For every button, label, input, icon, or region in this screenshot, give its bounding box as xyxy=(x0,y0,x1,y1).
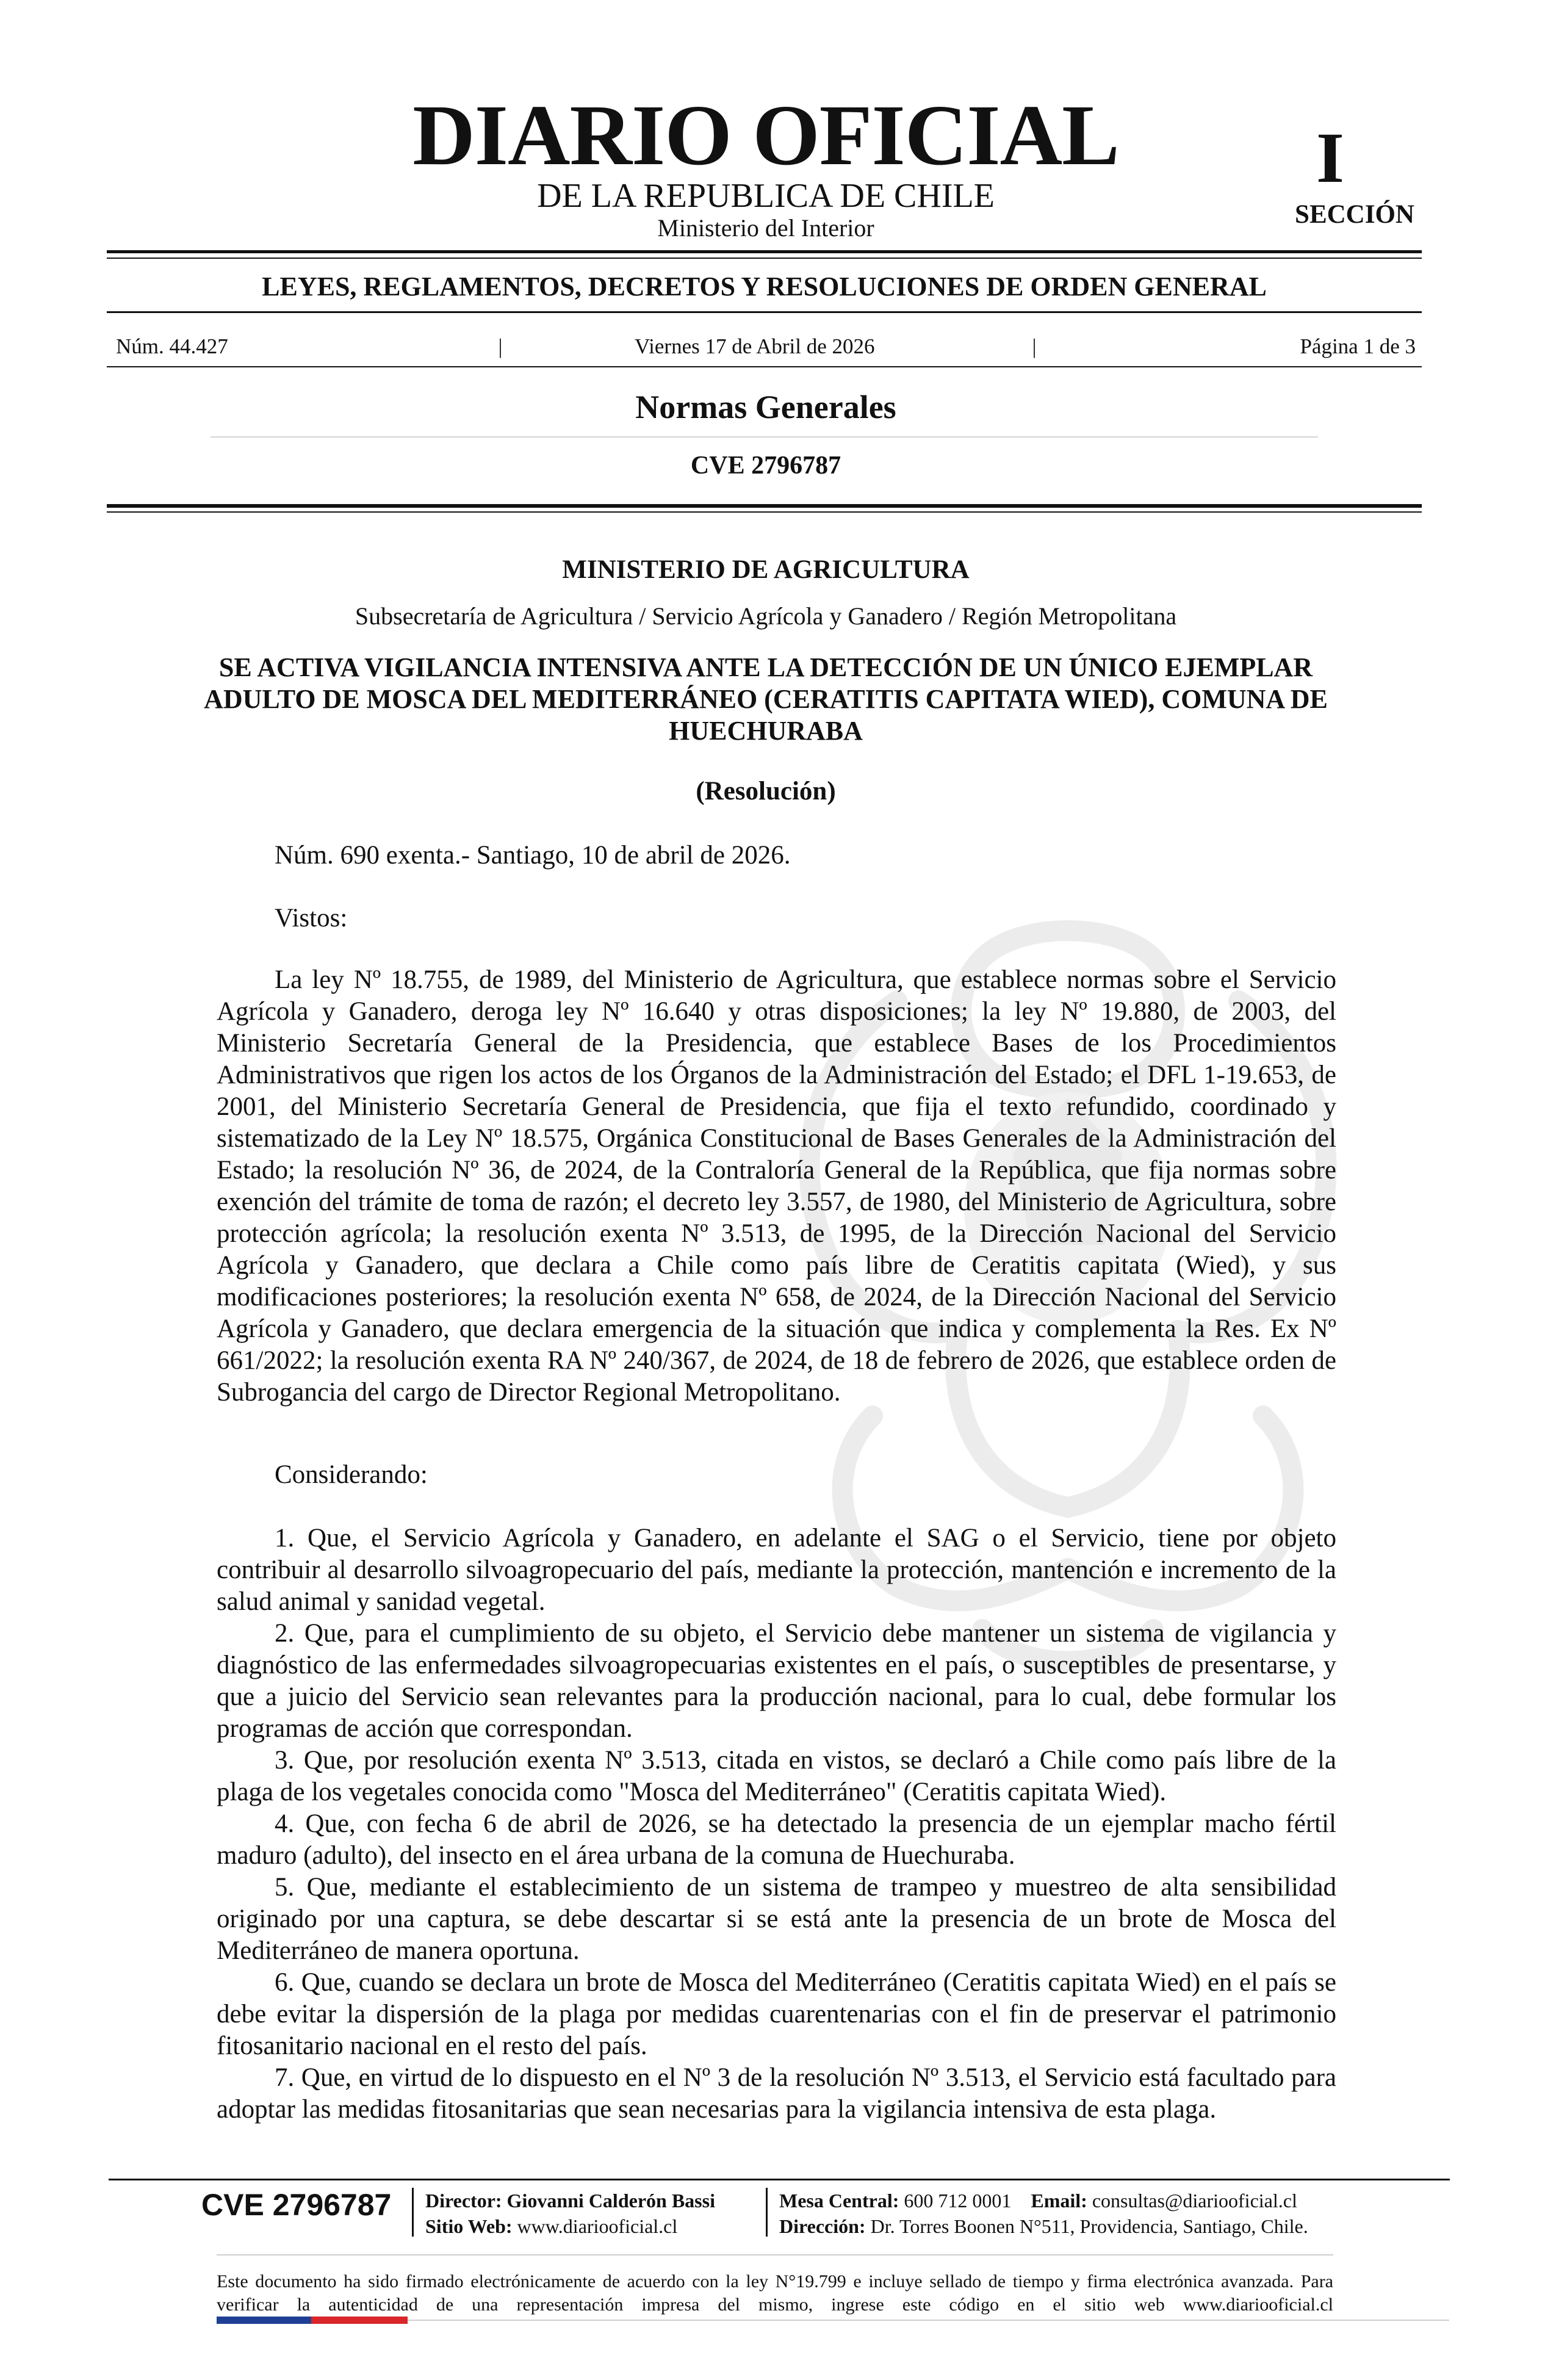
masthead-title: DIARIO OFICIAL xyxy=(412,87,1119,183)
vistos-heading: Vistos: xyxy=(275,904,348,932)
footer-cve-code: CVE 2796787 xyxy=(201,2188,392,2222)
header-rule-bottom xyxy=(107,504,1422,508)
considerando-item: 1. Que, el Servicio Agrícola y Ganadero, en adelante el SAG o el Servicio, tiene por objeto contribuir al desarrollo silvoagropecuario del país, mediante la protección, mantención e incremento de la salud animal y sanidad vegetal. xyxy=(217,1524,1336,1616)
email-link[interactable]: consultas@diariooficial.cl xyxy=(1092,2190,1297,2212)
considerando-item: 6. Que, cuando se declara un brote de Mosca del Mediterráneo (Ceratitis capitata Wied) en el país se debe evitar la dispersión de la plaga por medidas cuarentenarias con el fin de preservar el patrimonio fitosanitario nacional en el resto del país. xyxy=(217,1968,1336,2060)
considerando-item: 7. Que, en virtud de lo dispuesto en el Nº 3 de la resolución Nº 3.513, el Servicio está facultado para adoptar las medidas fitosanitarias que sean necesarias para la vigilancia intensiva de esta plaga. xyxy=(217,2063,1336,2124)
masthead-ministry: Ministerio del Interior xyxy=(657,214,874,242)
footer-divider xyxy=(766,2188,768,2237)
masthead-subtitle: DE LA REPUBLICA DE CHILE xyxy=(537,177,995,215)
cve-code: CVE 2796787 xyxy=(690,452,841,480)
vistos-paragraph: La ley Nº 18.755, de 1989, del Ministerio de Agricultura, que establece normas sobre el Servicio Agrícola y Ganadero, deroga ley Nº 16.640 y otras disposiciones; la ley Nº 19.880, de 2003, del Ministerio Secretaría General de la Presidencia, que establece Bases de los Procedimientos Administrativos que rigen los actos de los Órganos de la Administración del Estado; el DFL 1-19.653, de 2001, del Ministerio Secretaría General de Presidencia, que fija el texto refundido, coordinado y sistematizado de la Ley Nº 18.575, Orgánica Constitucional de Bases Generales de la Administración del Estado; la resolución Nº 36, de 2024, de la Contraloría General de la República, que fija normas sobre exención del trámite de toma de razón; el decreto ley 3.557, de 1980, del Ministerio de Agricultura, sobre protección agrícola; la resolución exenta Nº 3.513, de 1995, de la Dirección Nacional del Servicio Agrícola y Ganadero, que declara a Chile como país libre de Ceratitis capitata (Wied), y sus modificaciones posteriores; la resolución exenta Nº 658, de 2024, de la Dirección Nacional del Servicio Agrícola y Ganadero, que declara emergencia de la situación que indica y complementa la Res. Ex Nº 661/2022; la resolución exenta RA Nº 240/367, de 2024, de 18 de febrero de 2026, que establece orden de Subrogancia del cargo de Director Regional Metropolitano. xyxy=(217,965,1336,1407)
resolution-number-line: Núm. 690 exenta.- Santiago, 10 de abril de 2026. xyxy=(275,841,791,870)
banner-rule-bottom xyxy=(107,311,1422,313)
address-value: Dr. Torres Boonen N°511, Providencia, Santiago, Chile. xyxy=(870,2215,1308,2237)
meta-rule xyxy=(107,366,1422,367)
flag-stripe-red xyxy=(311,2317,408,2324)
footer-divider xyxy=(412,2188,414,2237)
email-label: Email: xyxy=(1031,2190,1087,2212)
mesa-label: Mesa Central: xyxy=(779,2190,899,2212)
page-indicator: Página 1 de 3 xyxy=(1300,334,1416,358)
considerando-heading: Considerando: xyxy=(275,1460,428,1489)
flag-stripe-blue xyxy=(217,2317,311,2324)
footer-rule-middle xyxy=(217,2254,1333,2256)
address-label: Dirección: xyxy=(779,2215,866,2237)
issue-meta-bar xyxy=(116,336,1416,360)
footer-rule-top xyxy=(109,2179,1450,2180)
considerando-item: 4. Que, con fecha 6 de abril de 2026, se ha detectado la presencia de un ejemplar macho fértil maduro (adulto), del insecto en el área urbana de la comuna de Huechuraba. xyxy=(217,1809,1336,1870)
issuing-units: Subsecretaría de Agricultura / Servicio Agrícola y Ganadero / Región Metropolitana xyxy=(355,602,1177,630)
considerando-item: 2. Que, para el cumplimiento de su objeto, el Servicio debe mantener un sistema de vigilancia y diagnóstico de las enfermedades silvoagropecuarias existentes en el país, o susceptibles de presentarse, y que a juicio del Servicio sean relevantes para la producción nacional, para lo cual, debe formular los programas de acción que correspondan. xyxy=(217,1619,1336,1743)
director-name: Giovanni Calderón Bassi xyxy=(506,2190,715,2212)
footer-director-block xyxy=(425,2188,715,2239)
document-type: (Resolución) xyxy=(696,777,836,806)
meta-separator: | xyxy=(498,334,503,358)
masthead-rule-top xyxy=(107,250,1422,253)
website-link[interactable]: www.diariooficial.cl xyxy=(517,2215,678,2237)
banner-title: LEYES, REGLAMENTOS, DECRETOS Y RESOLUCIONES DE ORDEN GENERAL xyxy=(262,272,1267,301)
flag-stripe-line xyxy=(408,2320,1449,2321)
signature-notice: Este documento ha sido firmado electrónicamente de acuerdo con la ley N°19.799 e incluye sellado de tiempo y firma electrónica avanzada. Para verificar la autenticidad de una representación impresa del mismo, ingrese este código en el sitio web www.diariooficial.cl xyxy=(217,2271,1333,2315)
issue-date: Viernes 17 de Abril de 2026 xyxy=(635,334,875,358)
footer-contact-block xyxy=(779,2188,1308,2239)
meta-separator: | xyxy=(1032,334,1037,358)
issuing-ministry: MINISTERIO DE AGRICULTURA xyxy=(562,555,970,584)
category-divider xyxy=(211,436,1318,438)
mesa-phone: 600 712 0001 xyxy=(904,2190,1012,2212)
considerando-item: 3. Que, por resolución exenta Nº 3.513, citada en vistos, se declaró a Chile como país libre de la plaga de los vegetales conocida como "Mosca del Mediterráneo" (Ceratitis capitata Wied). xyxy=(217,1746,1336,1806)
issue-number: Núm. 44.427 xyxy=(116,334,228,358)
considerando-item: 5. Que, mediante el establecimiento de un sistema de trampeo y muestreo de alta sensibilidad originado por una captura, se debe descartar si se está ante la presencia de un brote de Mosca del Mediterráneo de manera oportuna. xyxy=(217,1873,1336,1965)
category-title: Normas Generales xyxy=(635,389,896,425)
header-rule-bottom-thin xyxy=(107,511,1422,513)
masthead-rule-top-thin xyxy=(107,258,1422,259)
director-label: Director: xyxy=(425,2190,502,2212)
website-label: Sitio Web: xyxy=(425,2215,513,2237)
resolution-headline: SE ACTIVA VIGILANCIA INTENSIVA ANTE LA DETECCIÓN DE UN ÚNICO EJEMPLAR ADULTO DE MOSCA DEL MEDITERRÁNEO (CERATITIS CAPITATA WIED), COMUNA DE HUECHURABA xyxy=(204,652,1328,746)
section-number: I xyxy=(1316,118,1344,198)
section-label: SECCIÓN xyxy=(1295,200,1414,229)
